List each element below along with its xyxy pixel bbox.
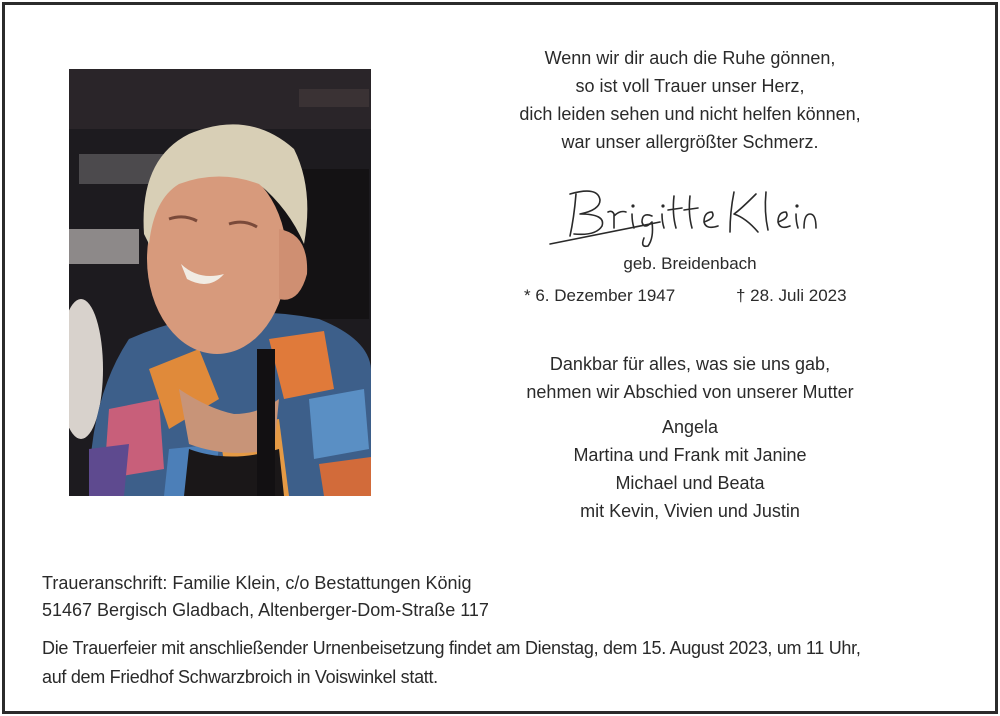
address-line: 51467 Bergisch Gladbach, Altenberger-Dom-Straße 117 <box>42 600 489 620</box>
maiden-name: geb. Breidenbach <box>623 254 757 273</box>
ceremony-notice <box>42 634 861 692</box>
address-line: Traueranschrift: Familie Klein, c/o Bestattungen König <box>42 573 472 593</box>
mourner-line: Michael und Beata <box>615 473 765 493</box>
death-date: † 28. Juli 2023 <box>736 286 847 305</box>
mourning-address <box>42 570 489 624</box>
birth-date: * 6. Dezember 1947 <box>524 286 676 305</box>
poem-line: war unser allergrößter Schmerz. <box>561 132 819 152</box>
mourner-line: Angela <box>661 417 719 437</box>
poem-line: Wenn wir dir auch die Ruhe gönnen, <box>544 48 836 68</box>
gratitude-line: nehmen wir Abschied von unserer Mutter <box>526 382 854 402</box>
handwritten-signature <box>540 178 820 248</box>
ceremony-line: auf dem Friedhof Schwarzbroich in Voiswinkel statt. <box>42 667 438 687</box>
poem-line: so ist voll Trauer unser Herz, <box>575 76 805 96</box>
poem <box>470 44 910 156</box>
ceremony-line: Die Trauerfeier mit anschließender Urnenbeisetzung findet am Dienstag, dem 15. August 2023, um 11 Uhr, <box>42 638 861 658</box>
gratitude-line: Dankbar für alles, was sie uns gab, <box>549 354 831 374</box>
mourner-line: Martina und Frank mit Janine <box>573 445 807 465</box>
poem-line: dich leiden sehen und nicht helfen können, <box>519 104 861 124</box>
mourner-line: mit Kevin, Vivien und Justin <box>580 501 800 521</box>
gratitude-text <box>470 350 910 406</box>
mourners-list <box>470 413 910 525</box>
portrait-photo <box>69 69 371 496</box>
